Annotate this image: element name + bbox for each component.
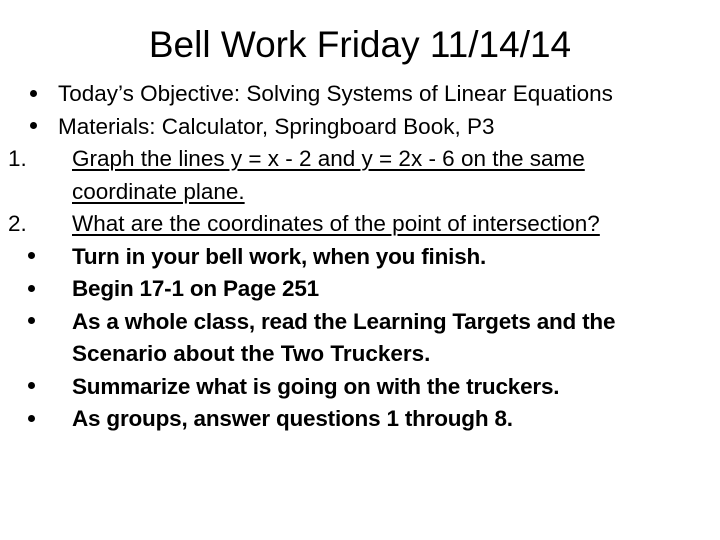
bullet-icon <box>30 111 60 144</box>
slide-title: Bell Work Friday 11/14/14 <box>148 24 572 65</box>
bullet-icon <box>28 241 58 274</box>
list-item-text: Begin 17-1 on Page 251 <box>72 276 319 301</box>
list-number: 2. <box>8 211 27 236</box>
list-item-text: Summarize what is going on with the truckers. <box>72 373 560 399</box>
bullet-icon <box>30 78 60 111</box>
list-item-text: As a whole class, read the Learning Targets and the <box>72 308 616 334</box>
list-item-summarize <box>0 371 720 404</box>
list-item-materials <box>0 111 720 144</box>
list-item-step-1 <box>0 143 720 208</box>
bullet-icon <box>28 403 58 436</box>
list-item-text: Graph the lines y = x - 2 and y = 2x - 6 on the same <box>72 146 585 171</box>
list-item-step-2 <box>0 208 720 241</box>
list-item-read <box>0 306 720 371</box>
list-item-continuation: coordinate plane. <box>72 178 245 204</box>
list-item-text: Materials: Calculator, Springboard Book, P3 <box>58 113 495 139</box>
list-item-text: As groups, answer questions 1 through 8. <box>72 406 513 431</box>
bullet-list <box>0 78 720 436</box>
bullet-icon <box>28 306 58 339</box>
list-item-objective <box>0 78 720 111</box>
list-item-turn-in <box>0 241 720 274</box>
list-number: 1. <box>8 146 27 171</box>
list-item-groups <box>0 403 720 436</box>
bullet-icon <box>28 273 58 306</box>
list-item-text: Today’s Objective: Solving Systems of Linear Equations <box>58 81 613 106</box>
list-item-text: Turn in your bell work, when you finish. <box>72 243 487 269</box>
list-item-begin <box>0 273 720 306</box>
list-item-continuation: Scenario about the Two Truckers. <box>72 341 431 366</box>
bullet-icon <box>28 371 58 404</box>
list-item-text: What are the coordinates of the point of intersection? <box>72 211 600 236</box>
